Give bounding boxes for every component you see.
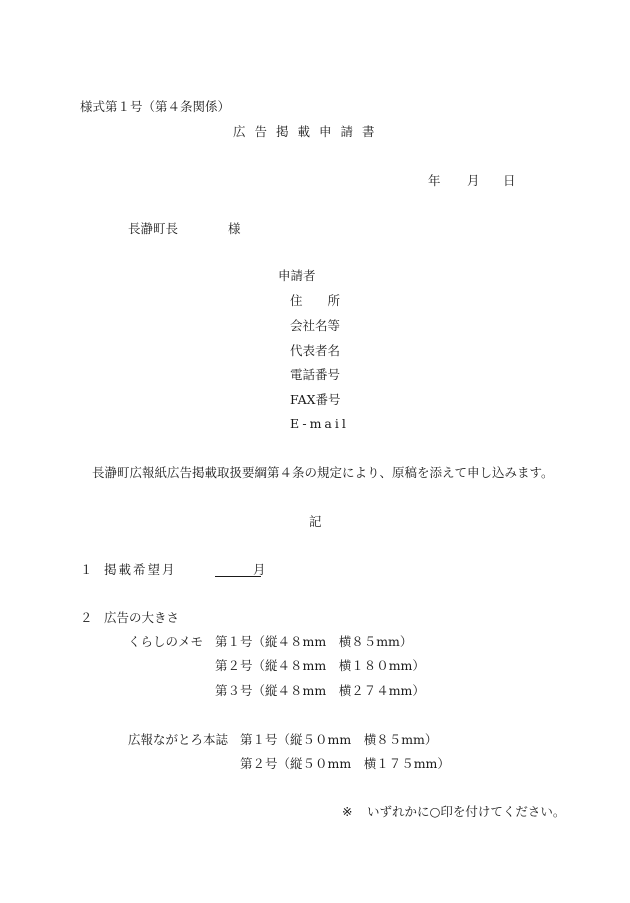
applicant-address-label: 住 所 xyxy=(290,293,341,308)
statement: 長瀞町広報紙広告掲載取扱要綱第４条の規定により、原稿を添えて申し込みます。 xyxy=(92,465,554,480)
koho-size-2: 第２号（縦５０mm 横１７５mm） xyxy=(240,756,450,771)
item2-label: 広告の大きさ xyxy=(104,610,180,625)
addressee-name: 長瀞町長 xyxy=(128,221,179,236)
ki-heading: 記 xyxy=(309,514,322,529)
applicant-representative-label: 代表者名 xyxy=(290,343,341,358)
form-title: 広告掲載申請書 xyxy=(233,124,384,139)
koho-size-1: 第１号（縦５０mm 横８５mm） xyxy=(240,732,438,747)
kurashi-size-2: 第２号（縦４８mm 横１８０mm） xyxy=(215,658,425,673)
applicant-company-label: 会社名等 xyxy=(290,318,341,333)
date-month: 月 xyxy=(467,173,480,188)
item1-number: １ xyxy=(80,562,93,577)
item1-label: 掲載希望月 xyxy=(104,562,177,577)
date-year: 年 xyxy=(428,173,441,188)
date-day: 日 xyxy=(503,173,516,188)
form-number: 様式第１号（第４条関係） xyxy=(80,99,231,114)
note-mark: ※ xyxy=(342,804,353,819)
item1-month-suffix: 月 xyxy=(253,562,266,577)
note-text: いずれかに○印を付けてください。 xyxy=(367,804,566,819)
kurashi-name: くらしのメモ xyxy=(128,634,204,649)
applicant-phone-label: 電話番号 xyxy=(290,367,341,382)
applicant-heading: 申請者 xyxy=(278,268,316,283)
kurashi-size-3: 第３号（縦４８mm 横２７４mm） xyxy=(215,683,425,698)
applicant-email-label: E-mail xyxy=(290,416,349,431)
koho-name: 広報ながとろ本誌 xyxy=(128,732,229,747)
kurashi-size-1: 第１号（縦４８mm 横８５mm） xyxy=(215,634,413,649)
applicant-fax-label: FAX番号 xyxy=(290,392,341,407)
addressee-honorific: 様 xyxy=(228,221,241,236)
item2-number: ２ xyxy=(80,610,93,625)
